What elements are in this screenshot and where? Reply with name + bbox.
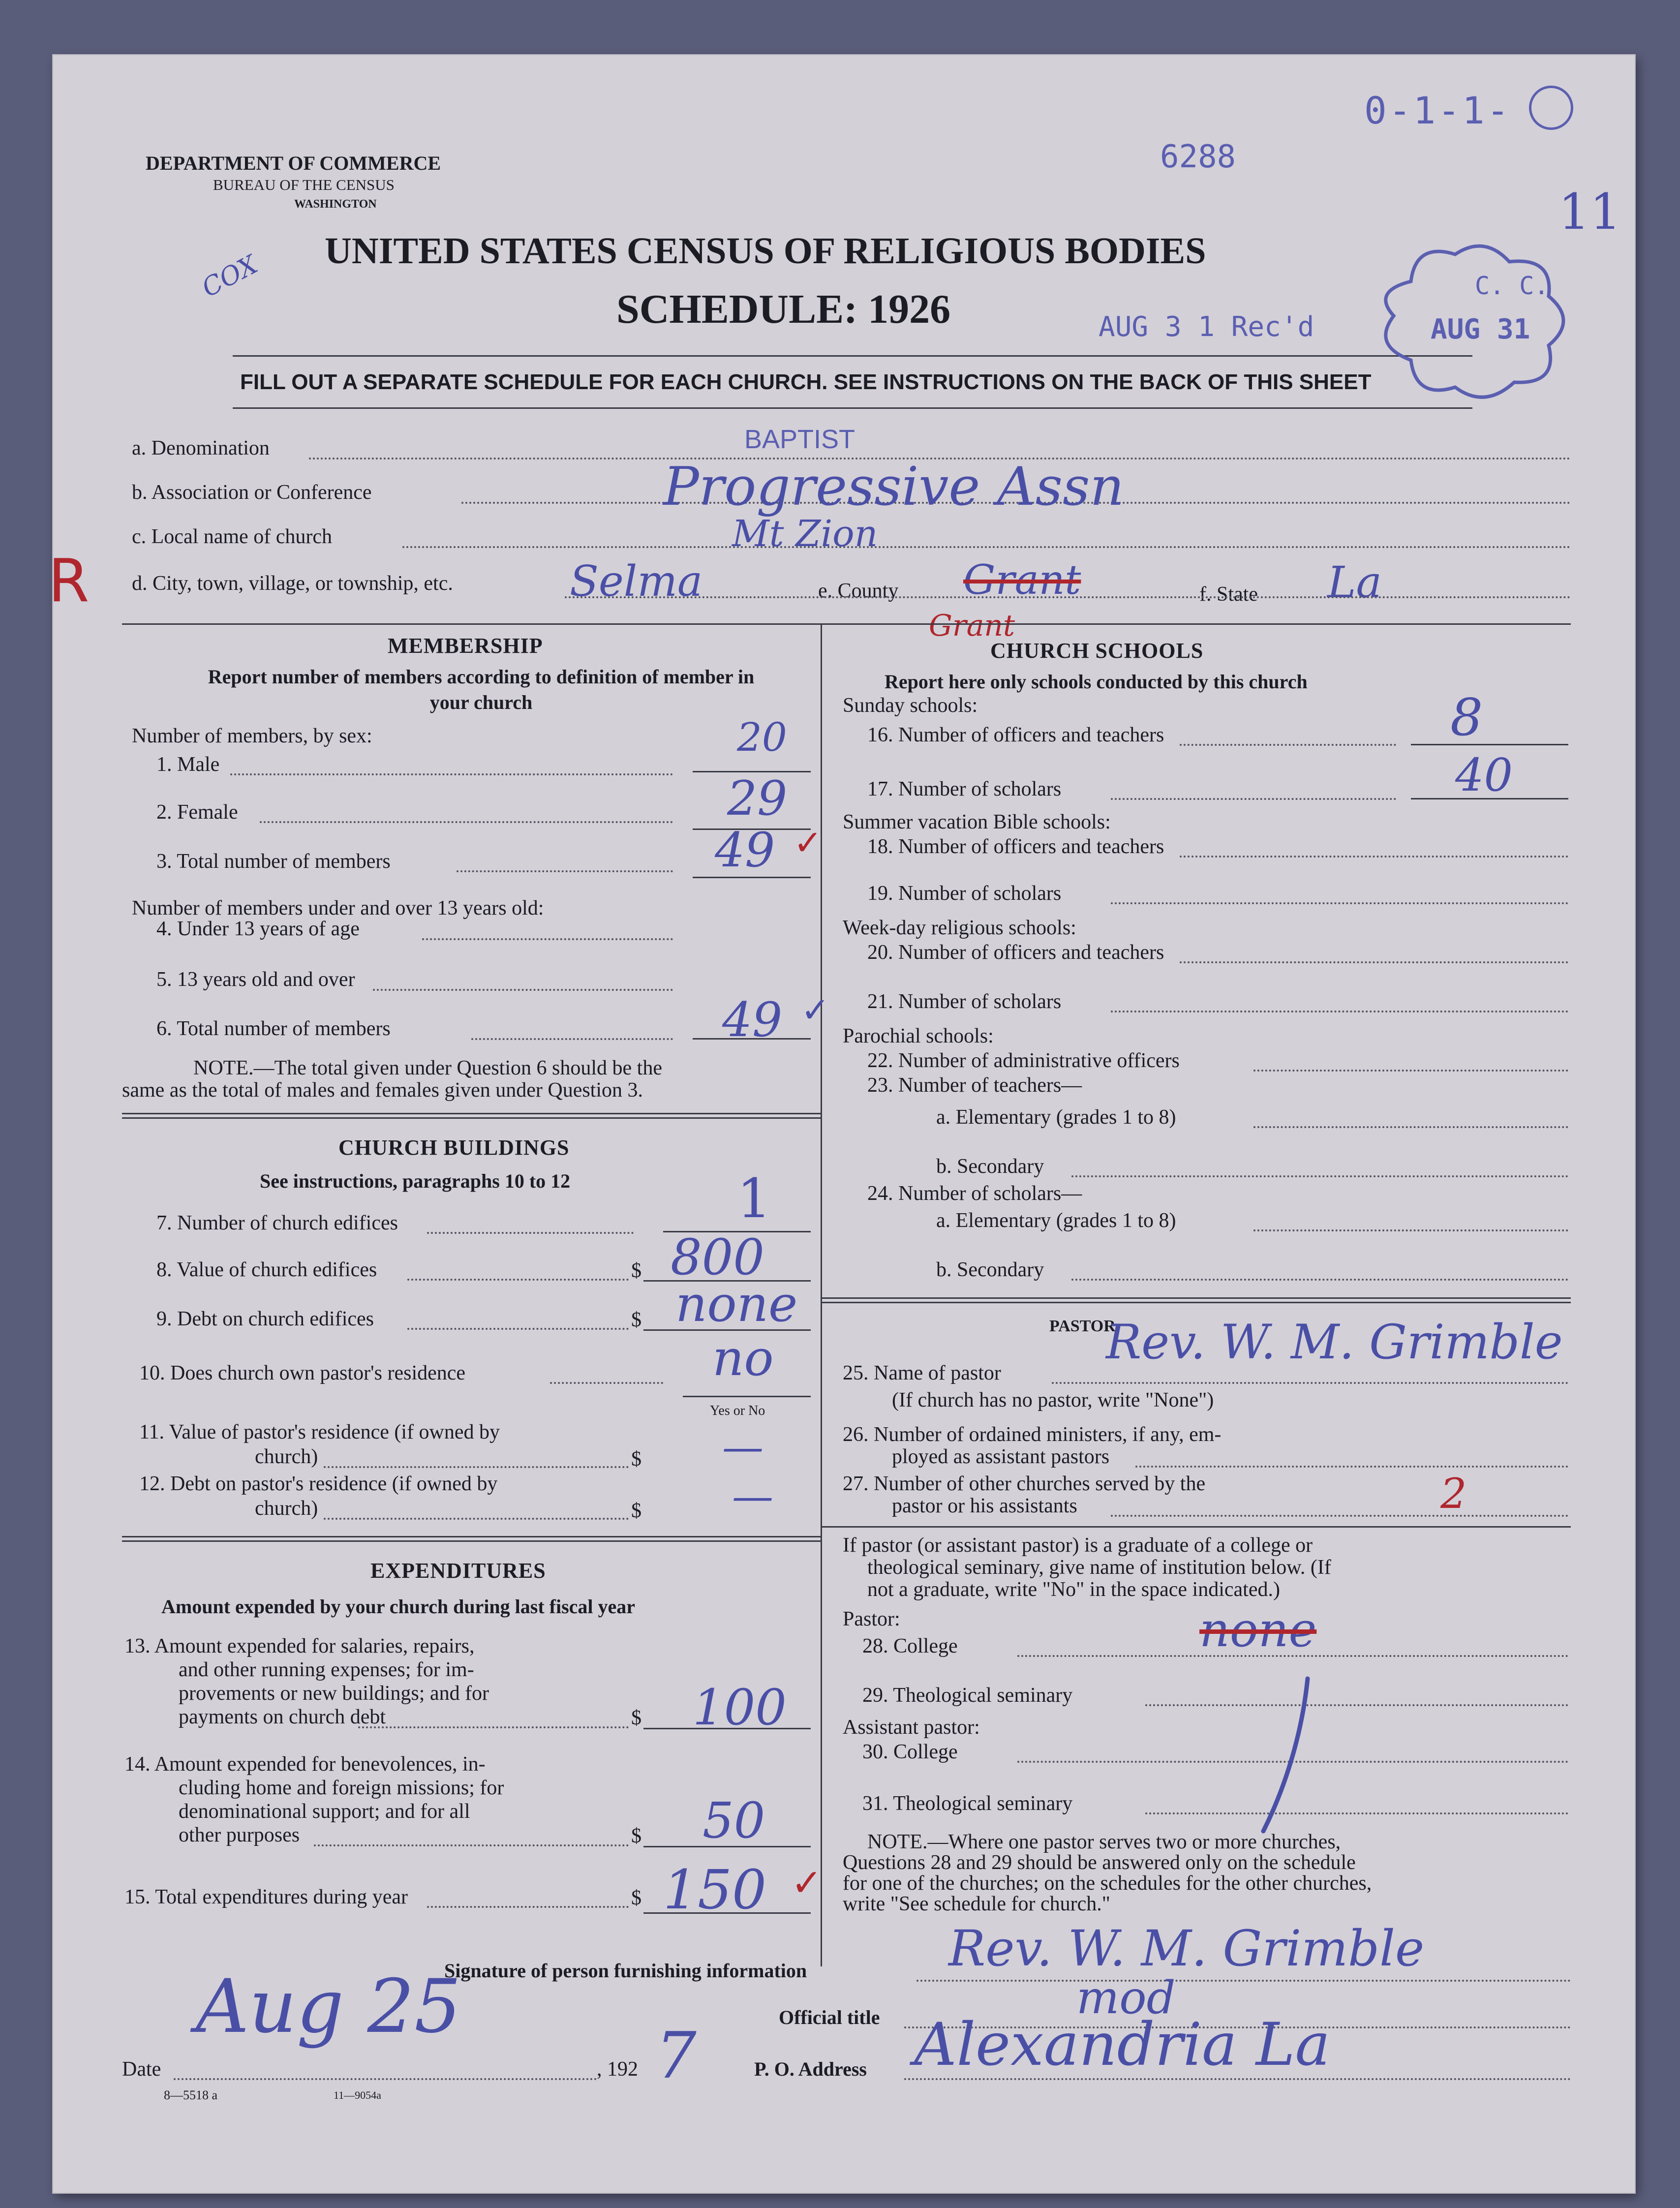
q20-label: 20. Number of officers and teachers bbox=[867, 941, 1164, 964]
q13-value: 100 bbox=[693, 1679, 787, 1736]
pastor-mid-rule bbox=[821, 1526, 1571, 1528]
q25-label: 25. Name of pastor bbox=[843, 1362, 1001, 1384]
q5-line bbox=[373, 989, 673, 991]
q6-value: 49 bbox=[722, 992, 783, 1047]
form-title: UNITED STATES CENSUS OF RELIGIOUS BODIES bbox=[325, 230, 1206, 272]
q24a-line bbox=[1253, 1229, 1568, 1231]
official-title-label: Official title bbox=[779, 2006, 880, 2028]
q10-label: 10. Does church own pastor's residence bbox=[139, 1362, 466, 1384]
q3-check-icon: ✓ bbox=[794, 825, 823, 862]
q11-dollar: $ bbox=[631, 1448, 641, 1471]
department-heading: DEPARTMENT OF COMMERCE bbox=[146, 152, 441, 174]
q19-label: 19. Number of scholars bbox=[867, 882, 1062, 905]
q13-dollar: $ bbox=[631, 1707, 641, 1729]
q24b-label: b. Secondary bbox=[936, 1258, 1044, 1281]
q13-line-1: 13. Amount expended for salaries, repairs, bbox=[124, 1635, 475, 1657]
expenditures-heading: EXPENDITURES bbox=[370, 1559, 546, 1583]
buildings-subheading: See instructions, paragraphs 10 to 12 bbox=[260, 1170, 571, 1192]
q15-dollar: $ bbox=[631, 1887, 641, 1909]
q1-label: 1. Male bbox=[156, 753, 220, 776]
r-mark: R bbox=[48, 547, 90, 615]
q4-line bbox=[422, 938, 673, 940]
bureau-heading: BUREAU OF THE CENSUS bbox=[213, 176, 395, 193]
q26-label-2: ployed as assistant pastors bbox=[892, 1445, 1110, 1468]
q11-line bbox=[324, 1466, 629, 1468]
q23a-label: a. Elementary (grades 1 to 8) bbox=[936, 1106, 1176, 1129]
q3-line bbox=[457, 870, 673, 872]
ditto-stroke-icon bbox=[1234, 1674, 1332, 1836]
membership-note-1: NOTE.—The total given under Question 6 should be the bbox=[193, 1057, 662, 1079]
q29-label: 29. Theological seminary bbox=[862, 1684, 1073, 1707]
q14-value: 50 bbox=[703, 1792, 765, 1849]
q6-check-icon: ✓ bbox=[801, 992, 830, 1030]
q13-line-2: and other running expenses; for im- bbox=[179, 1658, 474, 1681]
q1-line bbox=[230, 773, 673, 775]
field-b-label: b. Association or Conference bbox=[132, 481, 372, 504]
membership-note-2: same as the total of males and females given under Question 3. bbox=[122, 1079, 643, 1102]
q14-line-2: cluding home and foreign missions; for bbox=[179, 1777, 504, 1799]
q2-line bbox=[260, 821, 673, 823]
yes-no-hint: Yes or No bbox=[710, 1403, 765, 1418]
field-e-value: Grant bbox=[963, 557, 1081, 604]
q14-line-4: other purposes bbox=[179, 1824, 300, 1846]
summer-heading: Summer vacation Bible schools: bbox=[843, 811, 1111, 833]
q13-line-3: provements or new buildings; and for bbox=[179, 1682, 489, 1705]
q5-label: 5. 13 years old and over bbox=[156, 968, 355, 991]
q18-line bbox=[1180, 856, 1568, 858]
q12-value: — bbox=[732, 1472, 773, 1520]
membership-heading: MEMBERSHIP bbox=[388, 634, 543, 658]
q9-value: none bbox=[675, 1275, 798, 1333]
denomination-stamp: BAPTIST bbox=[744, 425, 855, 454]
q16-answer-line bbox=[1411, 744, 1568, 745]
q17-label: 17. Number of scholars bbox=[867, 778, 1062, 800]
address-value: Alexandria La bbox=[914, 2011, 1331, 2079]
cc-stamp-line1: C. C. bbox=[1475, 272, 1549, 300]
date-label: Date bbox=[122, 2058, 161, 2081]
q16-value: 8 bbox=[1450, 687, 1483, 747]
q20-line bbox=[1180, 961, 1568, 963]
membership-intro: Report number of members according to definition of member in your church bbox=[208, 666, 755, 713]
age-heading: Number of members under and over 13 years old: bbox=[132, 897, 544, 920]
q24b-line bbox=[1071, 1279, 1568, 1281]
q29-line bbox=[1145, 1704, 1568, 1706]
q26-label-1: 26. Number of ordained ministers, if any, em- bbox=[843, 1423, 1222, 1446]
header-rule-top bbox=[233, 355, 1472, 357]
q12-label-2: church) bbox=[255, 1497, 318, 1520]
by-sex-heading: Number of members, by sex: bbox=[132, 725, 372, 747]
pastor-heading: PASTOR bbox=[1049, 1317, 1116, 1335]
section-divider bbox=[122, 623, 1571, 625]
q23-label: 23. Number of teachers— bbox=[867, 1074, 1082, 1097]
signature-value: Rev. W. M. Grimble bbox=[948, 1920, 1425, 1977]
date-line bbox=[174, 2078, 597, 2080]
q9-line bbox=[407, 1328, 629, 1330]
field-c-value: Mt Zion bbox=[732, 513, 878, 555]
pastor-note-1: NOTE.—Where one pastor serves two or more churches, bbox=[867, 1831, 1341, 1853]
schools-subheading: Report here only schools conducted by this church bbox=[885, 671, 1308, 693]
q17-value: 40 bbox=[1455, 749, 1513, 801]
graduate-text-2: theological seminary, give name of institution below. (If bbox=[867, 1556, 1331, 1579]
q15-value: 150 bbox=[663, 1858, 766, 1921]
field-f-label: f. State bbox=[1199, 583, 1258, 606]
q8-line bbox=[407, 1279, 629, 1281]
field-d-label: d. City, town, village, or township, etc. bbox=[132, 572, 453, 595]
q27-line bbox=[1111, 1515, 1568, 1517]
file-number: 6288 bbox=[1160, 139, 1236, 175]
q14-dots bbox=[314, 1844, 629, 1846]
q6-answer-line bbox=[693, 1038, 811, 1040]
q9-label: 9. Debt on church edifices bbox=[156, 1308, 374, 1330]
q19-line bbox=[1111, 902, 1568, 904]
q15-dots bbox=[427, 1906, 629, 1908]
signature-line bbox=[916, 1980, 1571, 1982]
q7-value: 1 bbox=[737, 1167, 771, 1230]
assistant-subheading: Assistant pastor: bbox=[843, 1716, 980, 1739]
sunday-heading: Sunday schools: bbox=[843, 694, 978, 717]
q21-line bbox=[1111, 1011, 1568, 1012]
q28-value: none bbox=[1199, 1602, 1317, 1657]
city-heading: WASHINGTON bbox=[294, 198, 377, 211]
q1-value: 20 bbox=[737, 714, 787, 760]
q10-answer-line bbox=[683, 1396, 811, 1397]
q8-value: 800 bbox=[671, 1228, 764, 1286]
q24-label: 24. Number of scholars— bbox=[867, 1182, 1082, 1205]
q8-label: 8. Value of church edifices bbox=[156, 1258, 377, 1281]
q25-value: Rev. W. M. Grimble bbox=[1106, 1315, 1563, 1370]
print-number: 11—9054a bbox=[334, 2089, 381, 2101]
date-value: Aug 25 bbox=[196, 1964, 461, 2050]
q3-label: 3. Total number of members bbox=[156, 850, 391, 873]
q24a-label: a. Elementary (grades 1 to 8) bbox=[936, 1209, 1176, 1232]
q31-line bbox=[1145, 1812, 1568, 1814]
q15-check-icon: ✓ bbox=[791, 1863, 823, 1904]
q12-line bbox=[324, 1518, 629, 1520]
q23b-line bbox=[1071, 1175, 1568, 1177]
q15-label: 15. Total expenditures during year bbox=[124, 1886, 408, 1908]
county-correction: Grant bbox=[929, 609, 1015, 643]
q13-answer-line bbox=[643, 1728, 811, 1729]
received-stamp: AUG 3 1 Rec'd bbox=[1099, 311, 1314, 343]
schools-bottom-rule bbox=[821, 1297, 1571, 1303]
q27-label-1: 27. Number of other churches served by the bbox=[843, 1472, 1206, 1495]
q7-line bbox=[427, 1232, 634, 1234]
pastor-note-2: Questions 28 and 29 should be answered only on the schedule bbox=[843, 1851, 1356, 1874]
instruction-line: FILL OUT A SEPARATE SCHEDULE FOR EACH CHURCH. SEE INSTRUCTIONS ON THE BACK OF THIS SHEET bbox=[240, 370, 1372, 394]
weekday-heading: Week-day religious schools: bbox=[843, 917, 1076, 939]
field-c-line bbox=[402, 546, 1571, 548]
q28-label: 28. College bbox=[862, 1635, 958, 1657]
buildings-bottom-rule bbox=[122, 1536, 821, 1542]
expenditures-subheading: Amount expended by your church during last fiscal year bbox=[161, 1595, 636, 1618]
schedule-year: SCHEDULE: 1926 bbox=[616, 286, 951, 332]
field-c-label: c. Local name of church bbox=[132, 525, 332, 548]
q14-answer-line bbox=[643, 1846, 811, 1847]
form-number: 8—5518 a bbox=[164, 2088, 218, 2102]
schools-heading: CHURCH SCHOOLS bbox=[990, 639, 1204, 663]
buildings-heading: CHURCH BUILDINGS bbox=[338, 1135, 570, 1160]
q11-value: — bbox=[722, 1423, 764, 1471]
q14-line-3: denominational support; and for all bbox=[179, 1800, 470, 1823]
signature-label: Signature of person furnishing information bbox=[444, 1960, 807, 1982]
field-a-label: a. Denomination bbox=[132, 437, 270, 460]
q4-label: 4. Under 13 years of age bbox=[156, 918, 360, 940]
q16-line bbox=[1180, 744, 1396, 746]
q25-line bbox=[1052, 1382, 1568, 1384]
q6-label: 6. Total number of members bbox=[156, 1017, 391, 1040]
parochial-heading: Parochial schools: bbox=[843, 1025, 994, 1047]
q12-label-1: 12. Debt on pastor's residence (if owned by bbox=[139, 1472, 498, 1495]
q3-answer-line bbox=[693, 877, 811, 878]
pastor-note-3: for one of the churches; on the schedules for the other churches, bbox=[843, 1872, 1372, 1895]
graduate-text-3: not a graduate, write "No" in the space indicated.) bbox=[867, 1578, 1280, 1601]
q16-label: 16. Number of officers and teachers bbox=[867, 724, 1164, 746]
header-rule-bottom bbox=[233, 407, 1472, 409]
official-title-value: mod bbox=[1076, 1971, 1176, 2024]
q14-dollar: $ bbox=[631, 1825, 641, 1847]
q13-dots bbox=[358, 1726, 629, 1728]
q17-line bbox=[1111, 798, 1396, 800]
pastor-note-4: write "See schedule for church." bbox=[843, 1893, 1110, 1915]
q22-label: 22. Number of administrative officers bbox=[867, 1049, 1180, 1072]
q27-label-2: pastor or his assistants bbox=[892, 1495, 1077, 1517]
q8-dollar: $ bbox=[631, 1259, 641, 1282]
q3-value: 49 bbox=[715, 823, 775, 878]
q31-label: 31. Theological seminary bbox=[862, 1792, 1073, 1815]
cc-stamp-line2: AUG 31 bbox=[1431, 313, 1530, 345]
field-def-line bbox=[565, 596, 1571, 598]
cox-initials: COX bbox=[197, 249, 263, 304]
address-label: P. O. Address bbox=[754, 2058, 867, 2080]
q27-value: 2 bbox=[1440, 1470, 1467, 1518]
pastor-subheading: Pastor: bbox=[843, 1608, 900, 1630]
q25-note: (If church has no pastor, write "None") bbox=[892, 1389, 1214, 1411]
field-b-value: Progressive Assn bbox=[663, 456, 1125, 518]
graduate-text-1: If pastor (or assistant pastor) is a graduate of a college or bbox=[843, 1534, 1313, 1557]
year-prefix: , 192 bbox=[597, 2058, 638, 2081]
q10-value: no bbox=[712, 1329, 774, 1387]
q22-line bbox=[1253, 1070, 1568, 1072]
q7-label: 7. Number of church edifices bbox=[156, 1212, 398, 1234]
q17-answer-line bbox=[1411, 798, 1568, 799]
q26-line bbox=[1135, 1466, 1568, 1468]
year-value: 7 bbox=[656, 2018, 697, 2093]
q21-label: 21. Number of scholars bbox=[867, 990, 1062, 1013]
q13-line-4: payments on church debt bbox=[179, 1706, 386, 1728]
q15-answer-line bbox=[643, 1912, 811, 1914]
q6-line bbox=[471, 1038, 673, 1040]
census-schedule-sheet bbox=[48, 55, 1635, 2193]
q10-line bbox=[550, 1382, 663, 1384]
field-e-label: e. County bbox=[818, 580, 899, 602]
q14-line-1: 14. Amount expended for benevolences, in- bbox=[124, 1753, 486, 1776]
q23a-line bbox=[1253, 1126, 1568, 1128]
field-d-value: Selma bbox=[570, 557, 703, 606]
membership-bottom-rule bbox=[122, 1113, 821, 1119]
q11-label-1: 11. Value of pastor's residence (if owned by bbox=[139, 1421, 500, 1443]
field-f-value: La bbox=[1327, 557, 1382, 608]
q2-value: 29 bbox=[727, 771, 788, 826]
tally-mark: 11 bbox=[1558, 183, 1621, 241]
q23b-label: b. Secondary bbox=[936, 1155, 1044, 1178]
q2-label: 2. Female bbox=[156, 801, 238, 824]
q18-label: 18. Number of officers and teachers bbox=[867, 835, 1164, 858]
circle-mark-icon bbox=[1529, 86, 1573, 130]
q30-label: 30. College bbox=[862, 1741, 958, 1763]
q9-dollar: $ bbox=[631, 1309, 641, 1331]
q11-label-2: church) bbox=[255, 1445, 318, 1468]
q12-dollar: $ bbox=[631, 1500, 641, 1522]
top-right-code: 0-1-1- bbox=[1364, 89, 1511, 132]
